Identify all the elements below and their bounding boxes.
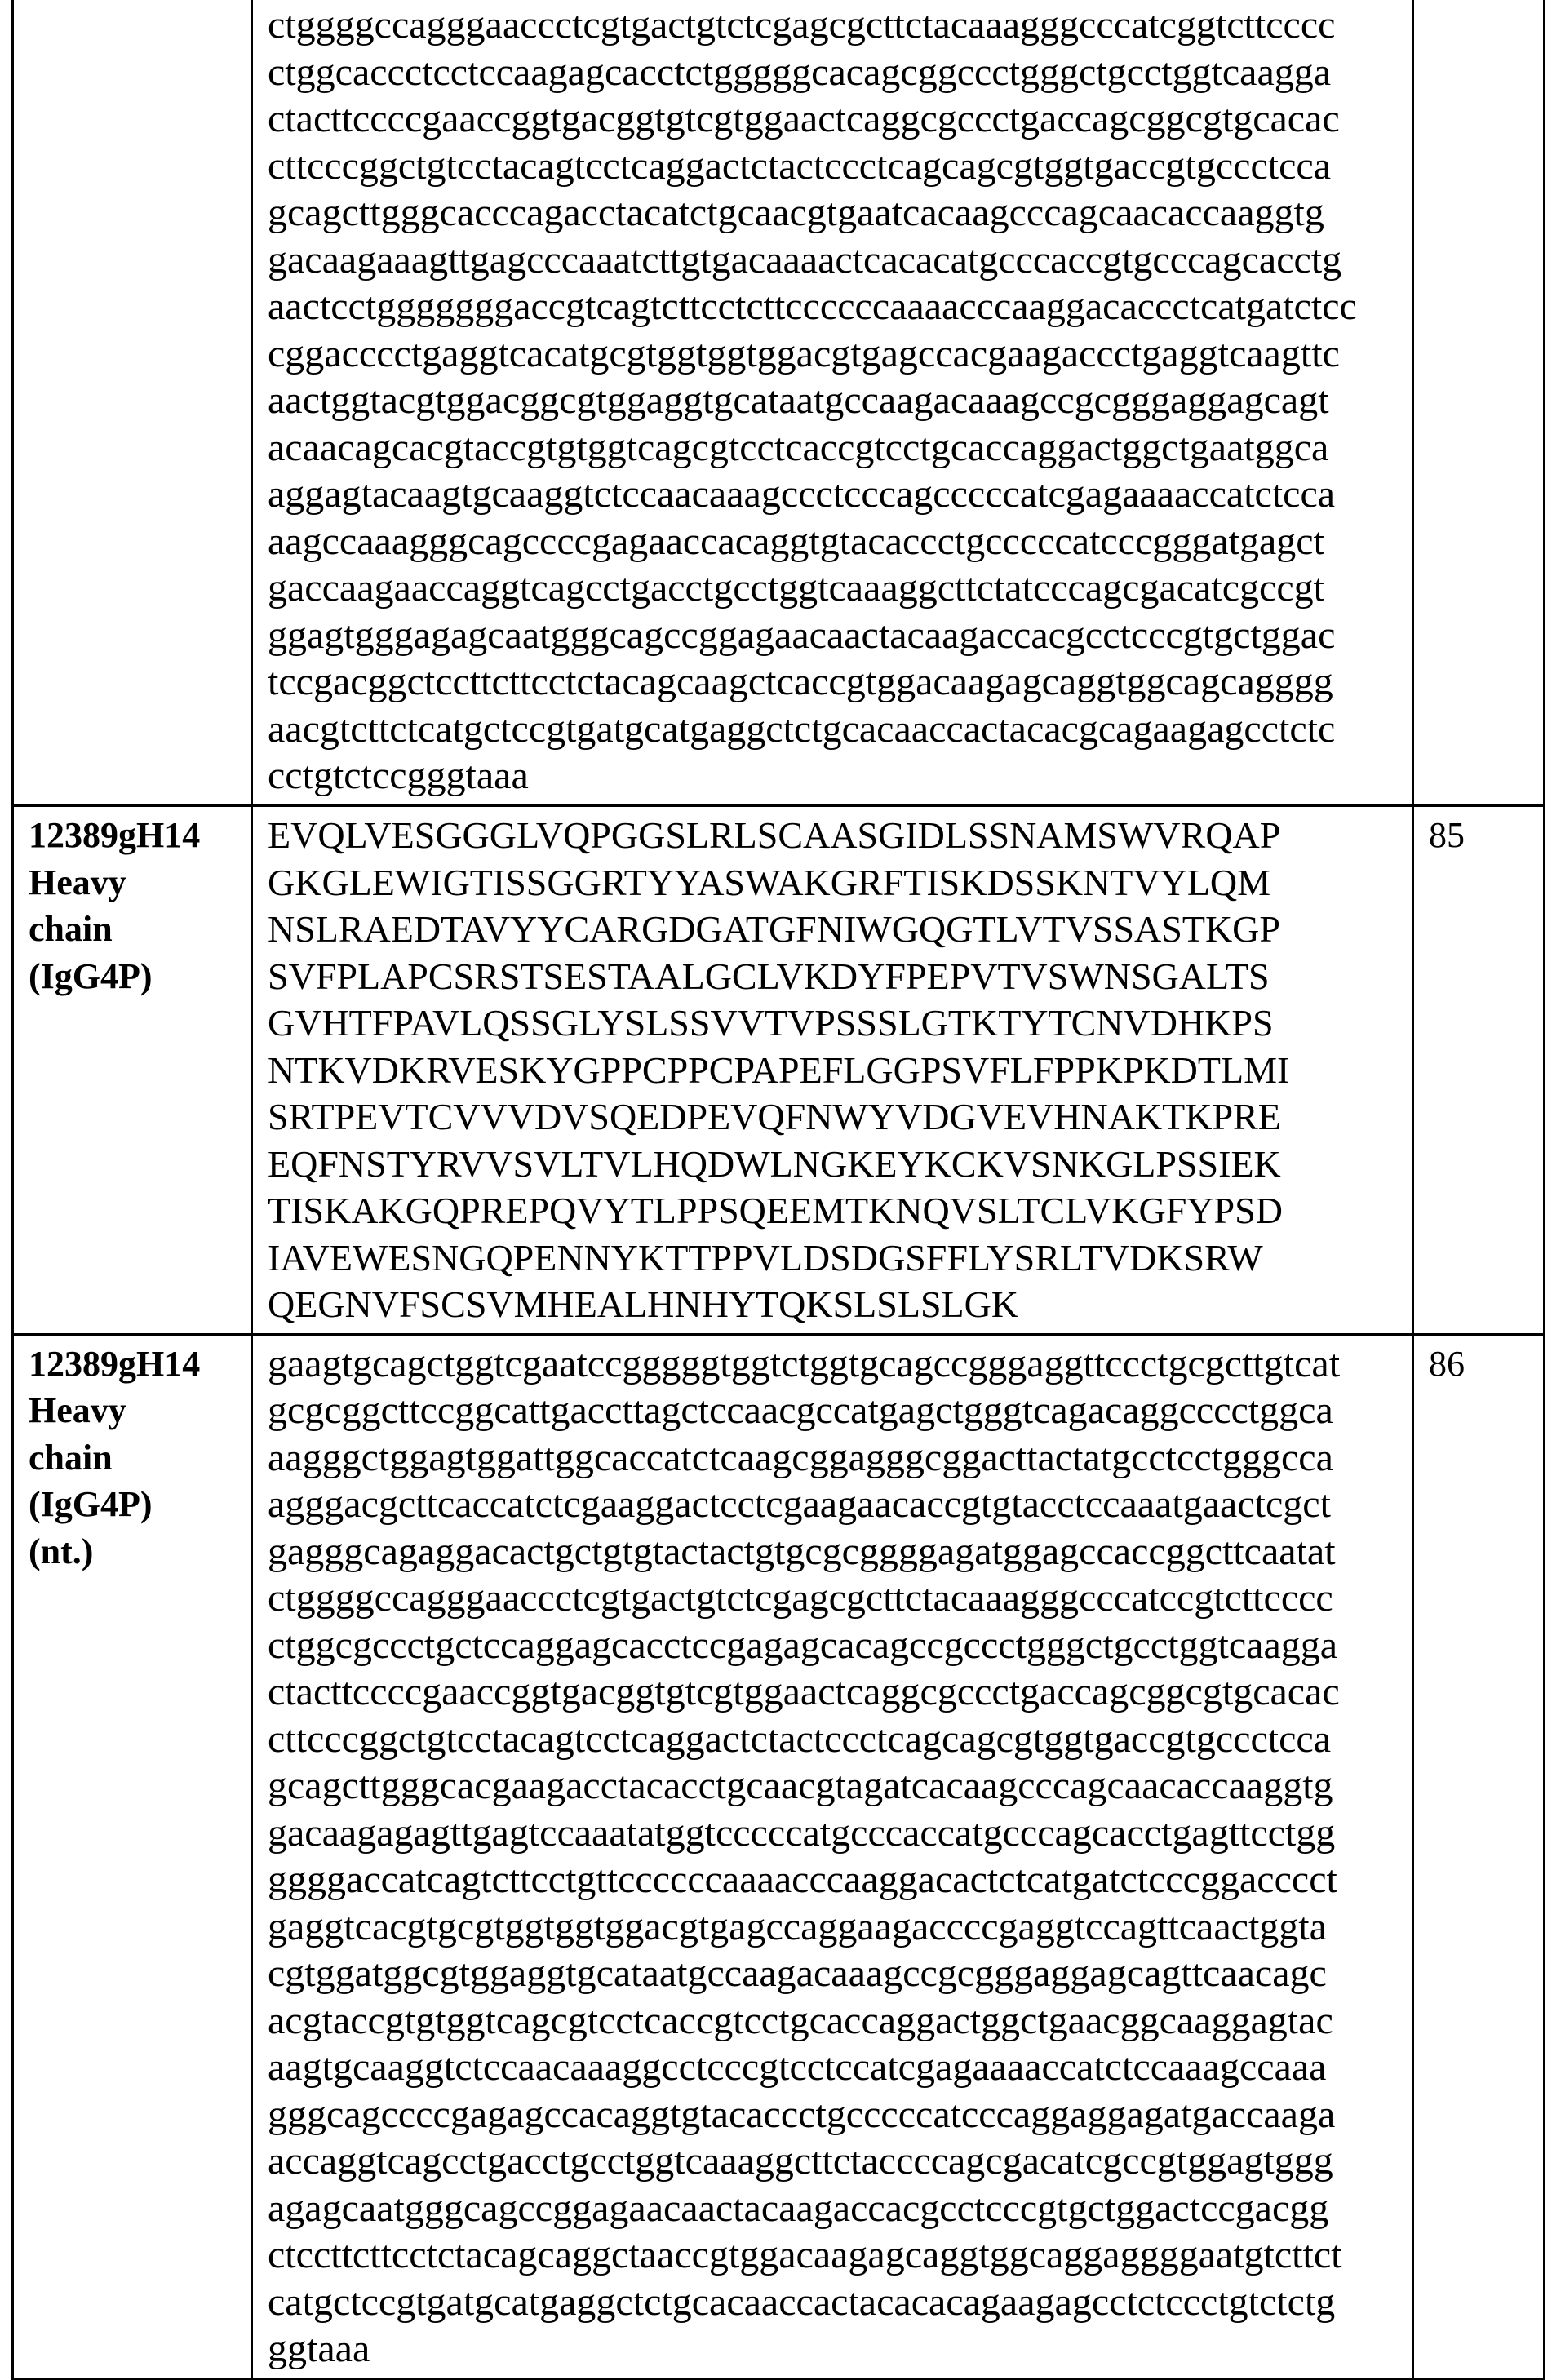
seq-id-cell [1413, 1334, 1545, 2378]
sequence-text [253, 0, 1412, 804]
sequence-line: aagccaaagggcagccccgagaaccacaggtgtacaccctgcccccatcccgggatgagct [268, 518, 1405, 565]
sequence-line: gacaagagagttgagtccaaatatggtcccccatgcccaccatgcccagcacctgagttcctgg [268, 1810, 1405, 1857]
sequence-name-line: Heavy [29, 1387, 251, 1434]
sequence-line: gaagtgcagctggtcgaatccgggggtggtctggtgcagccgggaggttccctgcgcttgtcat [268, 1341, 1405, 1388]
sequence-line: ctggcgccctgctccaggagcacctccgagagcacagccgccctgggctgcctggtcaagga [268, 1622, 1405, 1669]
sequence-line: gacaagaaagttgagcccaaatcttgtgacaaaactcacacatgcccaccgtgcccagcacctg [268, 237, 1405, 284]
sequence-line: EQFNSTYRVVSVLTVLHQDWLNGKEYKCKVSNKGLPSSIEK [268, 1141, 1405, 1188]
sequence-line: aactcctgggggggaccgtcagtcttcctcttccccccaaaacccaaggacaccctcatgatctcc [268, 283, 1405, 330]
sequence-cell [252, 0, 1413, 806]
sequence-name-line: Heavy [29, 859, 251, 906]
sequence-name-cell [13, 0, 252, 806]
seq-id: 85 [1414, 807, 1543, 859]
sequence-line: accaggtcagcctgacctgcctggtcaaaggcttctaccccagcgacatcgccgtggagtggg [268, 2138, 1405, 2185]
sequence-line: ggagtgggagagcaatgggcagccggagaacaactacaagaccacgcctcccgtgctggac [268, 612, 1405, 659]
table-row [13, 806, 1545, 1335]
sequence-name [14, 0, 251, 2]
sequence-line: gagggcagaggacactgctgtgtactactgtgcgcggggagatggagccaccggcttcaatat [268, 1528, 1405, 1576]
sequence-line: IAVEWESNGQPENNYKTTPPVLDSDGSFFLYSRLTVDKSRW [268, 1234, 1405, 1282]
sequence-line: cttcccggctgtcctacagtcctcaggactctactccctcagcagcgtggtgaccgtgccctcca [268, 143, 1405, 190]
sequence-name-line: chain [29, 1434, 251, 1482]
sequence-cell [252, 1334, 1413, 2378]
table-row [13, 0, 1545, 806]
sequence-line: agggacgcttcaccatctcgaaggactcctcgaagaacaccgtgtacctccaaatgaactcgct [268, 1481, 1405, 1528]
sequence-name-line: 12389gH14 [29, 812, 251, 859]
sequence-line: ctggggccagggaaccctcgtgactgtctcgagcgcttctacaaagggcccatcggtcttcccc [268, 2, 1405, 49]
seq-id [1414, 0, 1543, 2]
sequence-line: ctggcaccctcctccaagagcacctctgggggcacagcggccctgggctgcctggtcaagga [268, 49, 1405, 96]
sequence-line: SVFPLAPCSRSTSESTAALGCLVKDYFPEPVTVSWNSGALTS [268, 953, 1405, 1000]
sequence-line: gaggtcacgtgcgtggtggtggacgtgagccaggaagaccccgaggtccagttcaactggta [268, 1904, 1405, 1951]
sequence-line: cggacccctgaggtcacatgcgtggtggtggacgtgagccacgaagaccctgaggtcaagttc [268, 330, 1405, 378]
sequence-name-line: 12389gH14 [29, 1341, 251, 1388]
sequence-line: TISKAKGQPREPQVYTLPPSQEEMTKNQVSLTCLVKGFYPSD [268, 1187, 1405, 1234]
seq-id: 86 [1414, 1336, 1543, 1388]
sequence-name-line: (nt.) [29, 1528, 251, 1576]
sequence-line: gcagcttgggcacccagacctacatctgcaacgtgaatcacaagcccagcaacaccaaggtg [268, 189, 1405, 237]
sequence-line: catgctccgtgatgcatgaggctctgcacaaccactacacacagaagagcctctccctgtctctg [268, 2279, 1405, 2326]
sequence-line: gcagcttgggcacgaagacctacacctgcaacgtagatcacaagcccagcaacaccaaggtg [268, 1762, 1405, 1810]
sequence-line: aagggctggagtggattggcaccatctcaagcggagggcggacttactatgcctcctgggcca [268, 1434, 1405, 1482]
sequence-name-cell [13, 806, 252, 1335]
sequence-line: acgtaccgtgtggtcagcgtcctcaccgtcctgcaccaggactggctgaacggcaaggagtac [268, 1997, 1405, 2045]
seq-id-cell [1413, 0, 1545, 806]
sequence-text [253, 807, 1412, 1333]
sequence-line: EVQLVESGGGLVQPGGSLRLSCAASGIDLSSNAMSWVRQAP [268, 812, 1405, 859]
sequence-line: acaacagcacgtaccgtgtggtcagcgtcctcaccgtcctgcaccaggactggctgaatggca [268, 424, 1405, 472]
sequence-cell [252, 806, 1413, 1335]
sequence-line: ctacttccccgaaccggtgacggtgtcgtggaactcaggcgccctgaccagcggcgtgcacac [268, 1669, 1405, 1716]
sequence-line: aacgtcttctcatgctccgtgatgcatgaggctctgcacaaccactacacgcagaagagcctctc [268, 706, 1405, 753]
sequence-name-cell [13, 1334, 252, 2378]
sequence-line: aagtgcaaggtctccaacaaaggcctcccgtcctccatcgagaaaaccatctccaaagccaaa [268, 2044, 1405, 2091]
sequence-table [11, 0, 1545, 2380]
sequence-line: cttcccggctgtcctacagtcctcaggactctactccctcagcagcgtggtgaccgtgccctcca [268, 1716, 1405, 1763]
sequence-line: GKGLEWIGTISSGGRTYYASWAKGRFTISKDSSKNTVYLQM [268, 859, 1405, 906]
sequence-name-line: (IgG4P) [29, 1481, 251, 1528]
sequence-line: SRTPEVTCVVVDVSQEDPEVQFNWYVDGVEVHNAKTKPRE [268, 1093, 1405, 1141]
table-row [13, 1334, 1545, 2378]
sequence-line: NTKVDKRVESKYGPPCPPCPAPEFLGGPSVFLFPPKPKDTLMI [268, 1047, 1405, 1094]
sequence-name [14, 807, 251, 999]
sequence-name-line: chain [29, 906, 251, 953]
sequence-line: aactggtacgtggacggcgtggaggtgcataatgccaagacaaagccgcgggaggagcagt [268, 377, 1405, 424]
sequence-line: cctgtctccgggtaaa [268, 752, 1405, 800]
sequence-text [253, 1336, 1412, 2378]
sequence-line: QEGNVFSCSVMHEALHNHYTQKSLSLSLGK [268, 1281, 1405, 1328]
sequence-line: agagcaatgggcagccggagaacaactacaagaccacgcctcccgtgctggactccgacgg [268, 2185, 1405, 2232]
seq-id-cell [1413, 806, 1545, 1335]
sequence-line: gggcagccccgagagccacaggtgtacaccctgcccccatcccaggaggagatgaccaaga [268, 2091, 1405, 2138]
sequence-name-line: (IgG4P) [29, 953, 251, 1000]
sequence-line: ctggggccagggaaccctcgtgactgtctcgagcgcttctacaaagggcccatccgtcttcccc [268, 1575, 1405, 1622]
sequence-line: ggtaaa [268, 2325, 1405, 2373]
sequence-line: tccgacggctccttcttcctctacagcaagctcaccgtggacaagagcaggtggcagcagggg [268, 658, 1405, 706]
sequence-line: NSLRAEDTAVYYCARGDGATGFNIWGQGTLVTVSSASTKGP [268, 906, 1405, 953]
sequence-line: GVHTFPAVLQSSGLYSLSSVVTVPSSSLGTKTYTCNVDHKPS [268, 999, 1405, 1047]
sequence-line: ctacttccccgaaccggtgacggtgtcgtggaactcaggcgccctgaccagcggcgtgcacac [268, 95, 1405, 143]
sequence-line: cgtggatggcgtggaggtgcataatgccaagacaaagccgcgggaggagcagttcaacagc [268, 1950, 1405, 1997]
sequence-line: ggggaccatcagtcttcctgttccccccaaaacccaaggacactctcatgatctcccggacccct [268, 1856, 1405, 1904]
sequence-line: gaccaagaaccaggtcagcctgacctgcctggtcaaaggcttctatcccagcgacatcgccgt [268, 565, 1405, 612]
sequence-line: aggagtacaagtgcaaggtctccaacaaagccctcccagcccccatcgagaaaaccatctcca [268, 471, 1405, 518]
sequence-line: gcgcggcttccggcattgaccttagctccaacgccatgagctgggtcagacaggcccctggca [268, 1387, 1405, 1434]
sequence-line: ctccttcttcctctacagcaggctaaccgtggacaagagcaggtggcaggaggggaatgtcttct [268, 2232, 1405, 2279]
sequence-name [14, 1336, 251, 1576]
